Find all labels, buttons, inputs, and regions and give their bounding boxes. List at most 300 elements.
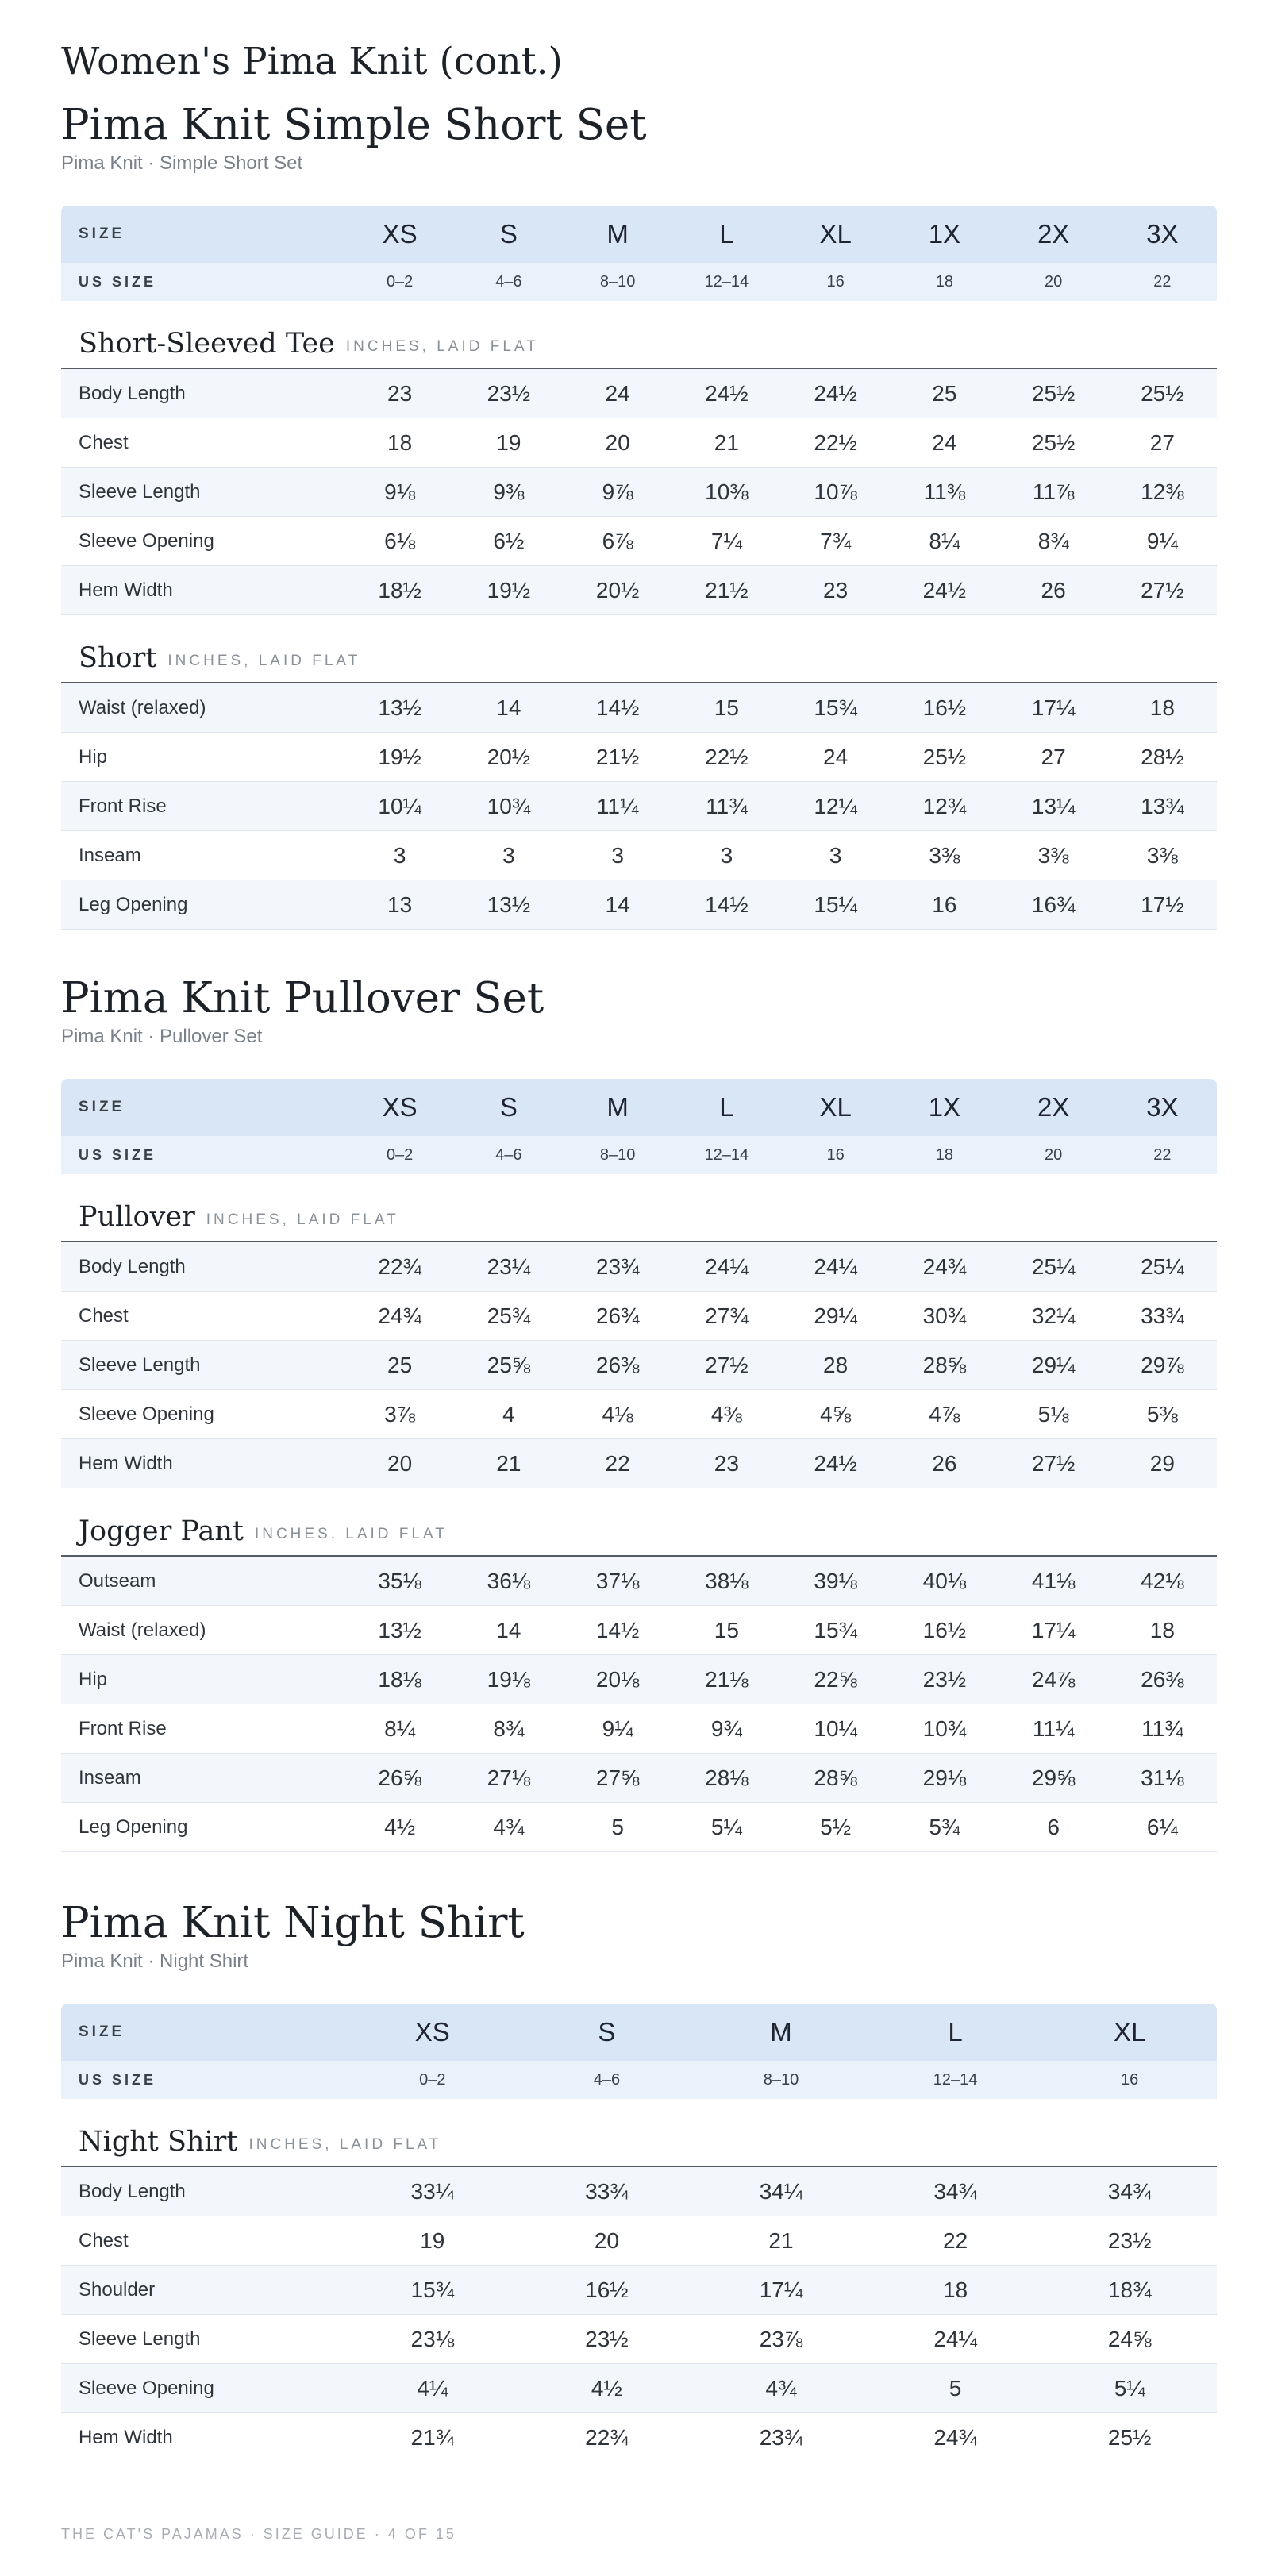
table-row	[61, 2364, 1217, 2413]
measurement-value: 28⅝	[814, 1765, 857, 1790]
measurement-value: 6¼	[1146, 1814, 1178, 1839]
measurement-rows	[61, 369, 1217, 615]
table-row	[61, 1655, 1217, 1704]
size-cell: XS	[382, 219, 418, 248]
measurement-value: 11¾	[706, 793, 748, 818]
measurement-value: 5	[611, 1814, 624, 1839]
measurement-value: 16½	[585, 2277, 629, 2302]
table-row	[61, 1341, 1217, 1390]
measurement-value: 29⅛	[922, 1765, 967, 1790]
measurement-value: 4¾	[765, 2375, 797, 2401]
size-row	[61, 1079, 1217, 1136]
measurement-value: 28½	[1141, 744, 1184, 769]
measurement-value: 3⅜	[1037, 842, 1069, 868]
measurement-value: 3	[611, 842, 624, 868]
measurement-cells	[345, 578, 1217, 603]
measurement-label: Body Length	[79, 1255, 186, 1277]
measurement-value: 10¾	[922, 1715, 967, 1741]
measurement-value: 6⅛	[384, 528, 416, 553]
measurement-label: Sleeve Opening	[79, 2377, 214, 2399]
measurement-value: 24¼	[933, 2326, 977, 2351]
measurement-value: 3	[720, 842, 733, 868]
size-cell: S	[499, 219, 518, 248]
measurement-cells	[345, 794, 1217, 819]
measurement-value: 8¼	[384, 1715, 416, 1741]
measurement-cells	[345, 2327, 1217, 2352]
measurement-value: 22	[943, 2228, 968, 2253]
measurement-cells	[345, 2425, 1217, 2451]
size-table-section	[61, 99, 1217, 930]
measurement-value: 28	[823, 1352, 849, 1377]
measurement-value: 27½	[1031, 1450, 1076, 1476]
measurement-value: 28⅝	[922, 1352, 967, 1377]
measurement-value: 34¾	[933, 2178, 977, 2204]
measurement-label: Chest	[79, 431, 129, 453]
measurement-value: 22½	[814, 429, 857, 455]
table-row	[61, 566, 1217, 615]
measurement-value: 9⅛	[384, 479, 416, 504]
measurement-label: Leg Opening	[79, 1816, 188, 1838]
us-size-cell: 22	[1153, 1146, 1172, 1164]
size-header	[61, 2004, 1217, 2099]
measurement-value: 3	[502, 842, 515, 868]
us-size-cells	[345, 273, 1217, 291]
measurement-label: Waist (relaxed)	[79, 1619, 206, 1641]
size-row	[61, 206, 1217, 263]
measurement-value: 36⅛	[487, 1568, 531, 1593]
measurement-cells	[345, 479, 1217, 505]
measurement-value: 25⅝	[487, 1352, 531, 1377]
group-unit-note: INCHES, LAID FLAT	[167, 653, 361, 669]
measurement-cells	[345, 1765, 1217, 1791]
table-row	[61, 1704, 1217, 1754]
page-title: Women's Pima Knit (cont.)	[61, 40, 563, 83]
measurement-value: 3⅜	[929, 842, 960, 868]
size-cells	[345, 2017, 1217, 2047]
measurement-value: 8¾	[493, 1715, 525, 1741]
group-unit-note: INCHES, LAID FLAT	[248, 2136, 442, 2153]
section-title: Pima Knit Simple Short Set	[61, 101, 647, 149]
table-row	[61, 2216, 1217, 2266]
measurement-value: 26⅝	[378, 1765, 421, 1790]
measurement-value: 24	[823, 744, 849, 769]
measurement-value: 5	[949, 2375, 962, 2401]
size-label: SIZE	[79, 225, 125, 242]
measurement-value: 11¾	[1141, 1715, 1183, 1741]
measurement-value: 17¼	[759, 2277, 803, 2302]
measurement-value: 4⅜	[710, 1401, 742, 1427]
group-unit-note: INCHES, LAID FLAT	[206, 1211, 399, 1228]
measurement-value: 24⅞	[1031, 1666, 1076, 1692]
measurement-value: 15	[714, 1617, 739, 1642]
measurement-value: 4⅞	[929, 1401, 960, 1427]
measurement-value: 27⅝	[595, 1765, 640, 1790]
measurement-value: 4¼	[417, 2375, 448, 2401]
measurement-label: Hem Width	[79, 1452, 173, 1474]
measurement-cells	[345, 745, 1217, 770]
us-size-cell: 0–2	[386, 272, 414, 291]
measurement-value: 10⅞	[814, 479, 857, 504]
measurement-value: 23¾	[759, 2424, 803, 2450]
measurement-value: 9⅜	[493, 479, 525, 504]
measurement-value: 8¼	[929, 528, 960, 553]
measurement-cells	[345, 843, 1217, 868]
measurement-value: 26⅜	[1141, 1666, 1184, 1692]
measurement-value: 18⅛	[378, 1666, 421, 1692]
measurement-value: 24½	[814, 380, 857, 406]
table-row	[61, 733, 1217, 782]
measurement-rows	[61, 683, 1217, 930]
measurement-cells	[345, 2376, 1217, 2401]
measurement-value: 24½	[814, 1450, 857, 1476]
measurement-cells	[345, 1716, 1217, 1742]
measurement-value: 9¼	[1146, 528, 1178, 553]
measurement-label: Hem Width	[79, 2426, 173, 2448]
measurement-value: 4⅛	[602, 1401, 633, 1427]
measurement-value: 23½	[1107, 2228, 1152, 2253]
measurement-value: 26	[1041, 577, 1066, 603]
size-label: SIZE	[79, 1099, 125, 1115]
size-cell: XS	[414, 2017, 450, 2047]
measurement-value: 5½	[820, 1814, 852, 1839]
size-row	[61, 2004, 1217, 2061]
measurement-value: 27⅛	[487, 1765, 531, 1790]
measurement-cells	[345, 529, 1217, 554]
measurement-value: 17¼	[1031, 1617, 1076, 1642]
measurement-value: 35⅛	[378, 1568, 421, 1593]
us-size-label: US SIZE	[79, 1146, 157, 1163]
us-size-cell: 8–10	[599, 272, 636, 291]
measurement-value: 33¾	[585, 2178, 629, 2204]
measurement-label: Chest	[79, 1304, 129, 1327]
measurement-value: 18	[387, 429, 413, 455]
us-size-cell: 18	[935, 1146, 953, 1164]
measurement-value: 25	[387, 1352, 413, 1377]
size-cell: M	[770, 2017, 792, 2047]
measurement-value: 5⅜	[1146, 1401, 1178, 1427]
measurement-value: 27½	[1141, 577, 1184, 603]
table-row	[61, 1557, 1217, 1606]
section-subtitle: Pima Knit · Pullover Set	[61, 1026, 263, 1047]
measurement-value: 24¼	[705, 1253, 749, 1279]
measurement-value: 14½	[595, 1617, 640, 1642]
measurement-value: 21½	[705, 577, 749, 603]
us-size-cell: 12–14	[933, 2070, 978, 2089]
measurement-value: 14	[496, 695, 521, 720]
measurement-value: 30¾	[922, 1303, 967, 1328]
measurement-label: Front Rise	[79, 1717, 167, 1739]
us-size-cell: 16	[826, 1146, 845, 1164]
measurement-value: 25½	[1107, 2424, 1152, 2450]
measurement-value: 27½	[705, 1352, 749, 1377]
measurement-cells	[345, 1254, 1217, 1280]
measurement-value: 29¼	[1031, 1352, 1076, 1377]
us-size-label: US SIZE	[79, 2071, 157, 2088]
measurement-value: 11⅞	[1032, 479, 1075, 504]
measurement-label: Sleeve Opening	[79, 1403, 214, 1425]
measurement-value: 20½	[487, 744, 531, 769]
section-subtitle: Pima Knit · Night Shirt	[61, 1950, 249, 1972]
us-size-cell: 0–2	[386, 1146, 414, 1164]
table-row	[61, 517, 1217, 566]
size-cells	[345, 1092, 1217, 1122]
measurement-value: 24	[605, 380, 630, 406]
measurement-value: 21	[714, 429, 739, 455]
measurement-value: 18¾	[1107, 2277, 1152, 2302]
size-cell: L	[719, 219, 734, 248]
measurement-value: 39⅛	[814, 1568, 857, 1593]
measurement-label: Sleeve Length	[79, 480, 201, 502]
size-cell: S	[499, 1092, 518, 1122]
measurement-value: 11¼	[1032, 1715, 1075, 1741]
measurement-value: 6⅞	[602, 528, 633, 553]
size-cell: XL	[819, 219, 852, 248]
table-row	[61, 2266, 1217, 2315]
table-row	[61, 468, 1217, 517]
measurement-value: 15¾	[814, 695, 857, 720]
us-size-cell: 16	[826, 272, 845, 291]
measurement-value: 29⅝	[1031, 1765, 1076, 1790]
measurement-label: Inseam	[79, 1766, 141, 1789]
measurement-value: 12¼	[814, 793, 857, 818]
measurement-value: 23¼	[487, 1253, 531, 1279]
measurement-cells	[345, 2179, 1217, 2204]
table-row	[61, 880, 1217, 930]
measurement-value: 24¾	[378, 1303, 421, 1328]
size-cell: L	[719, 1092, 734, 1122]
measurement-value: 25½	[1031, 380, 1076, 406]
measurement-groups	[61, 1174, 1217, 1852]
table-row	[61, 1754, 1217, 1803]
table-row	[61, 1439, 1217, 1488]
measurement-value: 23	[387, 380, 413, 406]
measurement-value: 16½	[922, 1617, 967, 1642]
measurement-value: 4⅝	[820, 1401, 852, 1427]
group-name: Jogger Pant	[79, 1515, 244, 1547]
table-row	[61, 2315, 1217, 2364]
measurement-value: 25½	[1031, 429, 1076, 455]
measurement-value: 27	[1149, 429, 1175, 455]
measurement-label: Sleeve Opening	[79, 529, 214, 552]
measurement-value: 19½	[378, 744, 421, 769]
measurement-value: 16½	[922, 695, 967, 720]
section-title: Pima Knit Pullover Set	[61, 974, 545, 1022]
table-row	[61, 369, 1217, 418]
measurement-value: 21½	[595, 744, 640, 769]
measurement-value: 5¼	[710, 1814, 742, 1839]
measurement-value: 29¼	[814, 1303, 857, 1328]
page-footer: THE CAT'S PAJAMAS · SIZE GUIDE · 4 OF 15	[61, 2526, 456, 2542]
measurement-value: 11¼	[596, 793, 639, 818]
measurement-value: 34¼	[759, 2178, 803, 2204]
measurement-groups	[61, 2099, 1217, 2462]
measurement-value: 20½	[595, 577, 640, 603]
measurement-value: 13¾	[1141, 793, 1184, 818]
measurement-value: 3	[393, 842, 406, 868]
measurement-value: 40⅛	[922, 1568, 967, 1593]
us-size-cell: 12–14	[704, 1146, 749, 1164]
measurement-value: 28⅛	[705, 1765, 749, 1790]
us-size-cells	[345, 2071, 1217, 2089]
measurement-cells	[345, 2278, 1217, 2303]
measurement-value: 12¾	[922, 793, 967, 818]
group-name: Short	[79, 642, 157, 674]
measurement-value: 10¼	[378, 793, 421, 818]
measurement-value: 10¼	[814, 1715, 857, 1741]
measurement-value: 15¾	[814, 1617, 857, 1642]
us-size-cell: 18	[935, 272, 953, 291]
measurement-value: 13	[387, 891, 413, 917]
table-row	[61, 683, 1217, 733]
measurement-value: 9⅞	[602, 479, 633, 504]
measurement-value: 33¼	[410, 2178, 455, 2204]
measurement-cells	[345, 430, 1217, 456]
measurement-label: Chest	[79, 2229, 129, 2251]
measurement-value: 3⅞	[384, 1401, 416, 1427]
measurement-value: 15¾	[410, 2277, 455, 2302]
measurement-cells	[345, 1618, 1217, 1643]
measurement-value: 4	[502, 1401, 515, 1427]
table-row	[61, 782, 1217, 831]
table-row	[61, 1803, 1217, 1852]
size-table-section	[61, 972, 1217, 1852]
size-header	[61, 1079, 1217, 1174]
measurement-value: 33¾	[1141, 1303, 1184, 1328]
measurement-value: 6	[1047, 1814, 1060, 1839]
measurement-value: 23¾	[595, 1253, 640, 1279]
table-row	[61, 831, 1217, 880]
measurement-value: 25¾	[487, 1303, 531, 1328]
group-name: Pullover	[79, 1201, 195, 1233]
size-cell: XL	[819, 1092, 852, 1122]
size-cell: 1X	[928, 1092, 961, 1122]
measurement-value: 37⅛	[595, 1568, 640, 1593]
measurement-value: 22	[605, 1450, 630, 1476]
measurement-value: 26¾	[595, 1303, 640, 1328]
measurement-value: 21¾	[410, 2424, 455, 2450]
measurement-label: Front Rise	[79, 795, 167, 817]
measurement-value: 29	[1149, 1450, 1175, 1476]
table-row	[61, 1242, 1217, 1292]
measurement-value: 21⅛	[705, 1666, 749, 1692]
measurement-value: 41⅛	[1031, 1568, 1076, 1593]
measurement-value: 12⅜	[1141, 479, 1184, 504]
measurement-value: 34¾	[1107, 2178, 1152, 2204]
measurement-label: Sleeve Length	[79, 1353, 201, 1376]
group-header	[61, 615, 1217, 683]
measurement-value: 29⅞	[1141, 1352, 1184, 1377]
measurement-value: 23⅞	[759, 2326, 803, 2351]
measurement-value: 26	[932, 1450, 957, 1476]
measurement-value: 17¼	[1031, 695, 1076, 720]
measurement-value: 27¾	[705, 1303, 749, 1328]
measurement-value: 10¾	[487, 793, 531, 818]
measurement-label: Outseam	[79, 1569, 156, 1592]
measurement-value: 19⅛	[487, 1666, 531, 1692]
measurement-cells	[345, 1402, 1217, 1427]
us-size-row	[61, 263, 1217, 301]
measurement-label: Inseam	[79, 844, 141, 866]
measurement-value: 7¾	[820, 528, 852, 553]
measurement-value: 23⅛	[410, 2326, 455, 2351]
measurement-value: 25¼	[1031, 1253, 1076, 1279]
size-cell: S	[598, 2017, 616, 2047]
measurement-value: 24½	[922, 577, 967, 603]
size-cell: XS	[382, 1092, 418, 1122]
measurement-rows	[61, 2167, 1217, 2462]
measurement-cells	[345, 1569, 1217, 1594]
us-size-cell: 20	[1045, 272, 1063, 291]
measurement-value: 3⅜	[1146, 842, 1178, 868]
measurement-value: 42⅛	[1141, 1568, 1184, 1593]
measurement-value: 26⅜	[595, 1352, 640, 1377]
measurement-value: 14	[605, 891, 630, 917]
section-title: Pima Knit Night Shirt	[61, 1899, 525, 1947]
measurement-value: 21	[768, 2228, 794, 2253]
measurement-value: 6½	[493, 528, 525, 553]
measurement-value: 9¾	[710, 1715, 742, 1741]
size-cell: XL	[1113, 2017, 1146, 2047]
size-cell: M	[606, 219, 629, 248]
measurement-value: 24¼	[814, 1253, 857, 1279]
group-header	[61, 301, 1217, 369]
table-row	[61, 2167, 1217, 2216]
size-cell: 2X	[1037, 1092, 1070, 1122]
size-cells	[345, 219, 1217, 249]
measurement-value: 13½	[487, 891, 531, 917]
measurement-value: 23	[823, 577, 849, 603]
us-size-cell: 4–6	[593, 2070, 621, 2089]
measurement-value: 20	[387, 1450, 413, 1476]
measurement-value: 25	[932, 380, 957, 406]
size-cell: 2X	[1037, 219, 1070, 248]
us-size-cell: 12–14	[704, 272, 749, 291]
measurement-value: 24¾	[933, 2424, 977, 2450]
us-size-cell: 0–2	[419, 2070, 446, 2089]
measurement-value: 19½	[487, 577, 531, 603]
table-row	[61, 1292, 1217, 1341]
measurement-value: 5⅛	[1037, 1401, 1069, 1427]
measurement-value: 24	[932, 429, 957, 455]
us-size-label: US SIZE	[79, 273, 157, 290]
table-row	[61, 1390, 1217, 1439]
measurement-value: 18	[1149, 1617, 1175, 1642]
measurement-label: Leg Opening	[79, 893, 188, 915]
us-size-cells	[345, 1146, 1217, 1165]
group-header	[61, 1488, 1217, 1557]
measurement-label: Hip	[79, 745, 108, 768]
measurement-cells	[345, 381, 1217, 406]
measurement-cells	[345, 1451, 1217, 1477]
group-name: Short-Sleeved Tee	[79, 328, 335, 360]
measurement-cells	[345, 892, 1217, 918]
measurement-value: 17½	[1141, 891, 1184, 917]
measurement-value: 20⅛	[595, 1666, 640, 1692]
size-cell: 3X	[1146, 219, 1179, 248]
measurement-cells	[345, 2228, 1217, 2254]
table-row	[61, 1606, 1217, 1655]
measurement-value: 23½	[487, 380, 531, 406]
size-table-section	[61, 1897, 1217, 2462]
group-header	[61, 2099, 1217, 2167]
group-unit-note: INCHES, LAID FLAT	[345, 338, 539, 355]
measurement-value: 24⅝	[1107, 2326, 1152, 2351]
measurement-value: 10⅜	[705, 479, 749, 504]
measurement-cells	[345, 1353, 1217, 1378]
measurement-value: 21	[496, 1450, 521, 1476]
measurement-value: 22½	[705, 744, 749, 769]
measurement-rows	[61, 1557, 1217, 1852]
